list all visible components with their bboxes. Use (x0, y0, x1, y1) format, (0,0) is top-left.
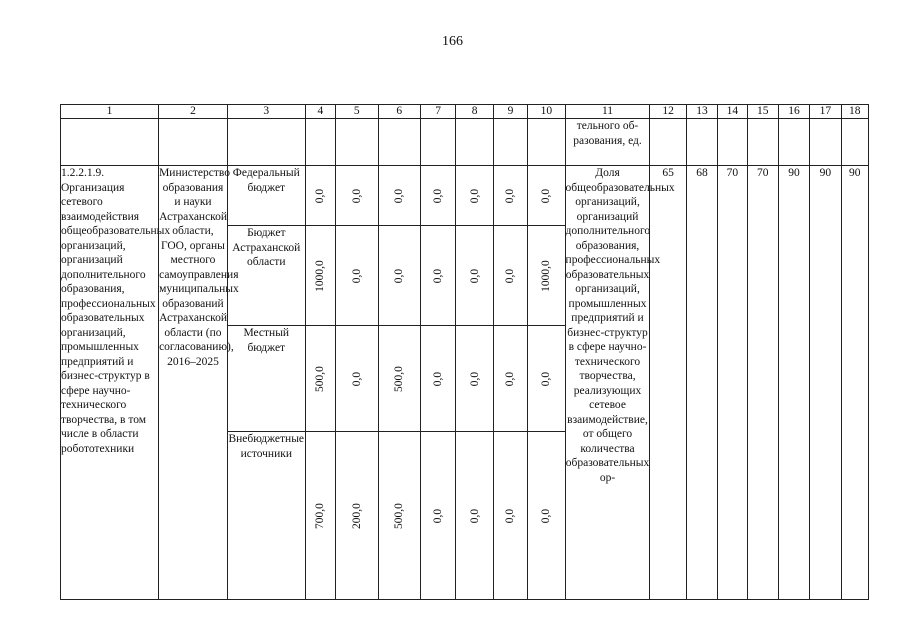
header-col-6: 6 (378, 105, 420, 119)
funding-value: 1000,0 (305, 226, 335, 326)
continuation-row (61, 119, 869, 166)
funding-value: 0,0 (456, 326, 493, 432)
target-value: 68 (686, 166, 717, 600)
header-col-10: 10 (528, 105, 565, 119)
target-value: 90 (841, 166, 868, 600)
target-value: 70 (747, 166, 778, 600)
funding-value: 500,0 (378, 432, 420, 600)
funding-source: Федеральный бюджет (227, 166, 305, 226)
header-col-4: 4 (305, 105, 335, 119)
funding-value: 700,0 (305, 432, 335, 600)
target-value: 90 (778, 166, 809, 600)
target-value: 70 (718, 166, 747, 600)
header-col-7: 7 (420, 105, 455, 119)
funding-source: Местный бюджет (227, 326, 305, 432)
funding-value: 0,0 (493, 326, 527, 432)
header-col-12: 12 (650, 105, 686, 119)
executor-name: Министерство образования и науки Астраханской области, ГОО, органы местного самоуправления муниципальных образований Астраханской области (по согласованию), 2016–2025 (159, 166, 228, 600)
header-col-11: 11 (565, 105, 650, 119)
target-value: 90 (810, 166, 841, 600)
funding-value: 500,0 (378, 326, 420, 432)
funding-value: 1000,0 (528, 226, 565, 326)
funding-value: 0,0 (420, 432, 455, 600)
header-col-14: 14 (718, 105, 747, 119)
header-col-17: 17 (810, 105, 841, 119)
funding-value: 0,0 (493, 432, 527, 600)
funding-row-federal (61, 166, 869, 226)
header-row (61, 105, 869, 119)
funding-value: 0,0 (528, 326, 565, 432)
header-col-18: 18 (841, 105, 868, 119)
funding-value: 0,0 (420, 326, 455, 432)
funding-value: 0,0 (336, 166, 378, 226)
funding-value: 500,0 (305, 326, 335, 432)
funding-value: 0,0 (336, 226, 378, 326)
funding-value: 0,0 (378, 166, 420, 226)
funding-value: 0,0 (456, 226, 493, 326)
target-value: 65 (650, 166, 686, 600)
header-col-8: 8 (456, 105, 493, 119)
header-col-13: 13 (686, 105, 717, 119)
header-col-3: 3 (227, 105, 305, 119)
header-col-5: 5 (336, 105, 378, 119)
funding-value: 0,0 (420, 226, 455, 326)
header-col-16: 16 (778, 105, 809, 119)
funding-value: 0,0 (305, 166, 335, 226)
measure-name: 1.2.2.1.9. Организация сетевого взаимодействия общеобразовательных организаций, организаций дополнительного образования, профессиональных образовательных организаций, промышленных предприятий и бизнес-структур в сфере научно-технического творчества, в том числе в области робототехники (61, 166, 159, 600)
funding-value: 0,0 (493, 226, 527, 326)
funding-value: 0,0 (420, 166, 455, 226)
funding-value: 0,0 (493, 166, 527, 226)
page-number: 166 (442, 34, 463, 49)
funding-value: 0,0 (456, 432, 493, 600)
funding-value: 0,0 (528, 166, 565, 226)
funding-source: Бюджет Астраханской области (227, 226, 305, 326)
funding-value: 0,0 (528, 432, 565, 600)
header-col-1: 1 (61, 105, 159, 119)
continuation-indicator-text: тельного об-разования, ед. (565, 119, 650, 166)
indicator-name: Доля общеобразовательных организаций, организаций дополнительного образования, профессиональных образовательных организаций, промышленных предприятий и бизнес-структур в сфере научно-технического творчества, реализующих сетевое взаимодействие, от общего количества образовательных ор- (565, 166, 650, 600)
funding-source: Внебюджетные источники (227, 432, 305, 600)
funding-value: 0,0 (456, 166, 493, 226)
header-col-9: 9 (493, 105, 527, 119)
header-col-15: 15 (747, 105, 778, 119)
program-table (60, 104, 869, 600)
funding-value: 0,0 (378, 226, 420, 326)
funding-value: 200,0 (336, 432, 378, 600)
funding-value: 0,0 (336, 326, 378, 432)
header-col-2: 2 (159, 105, 228, 119)
